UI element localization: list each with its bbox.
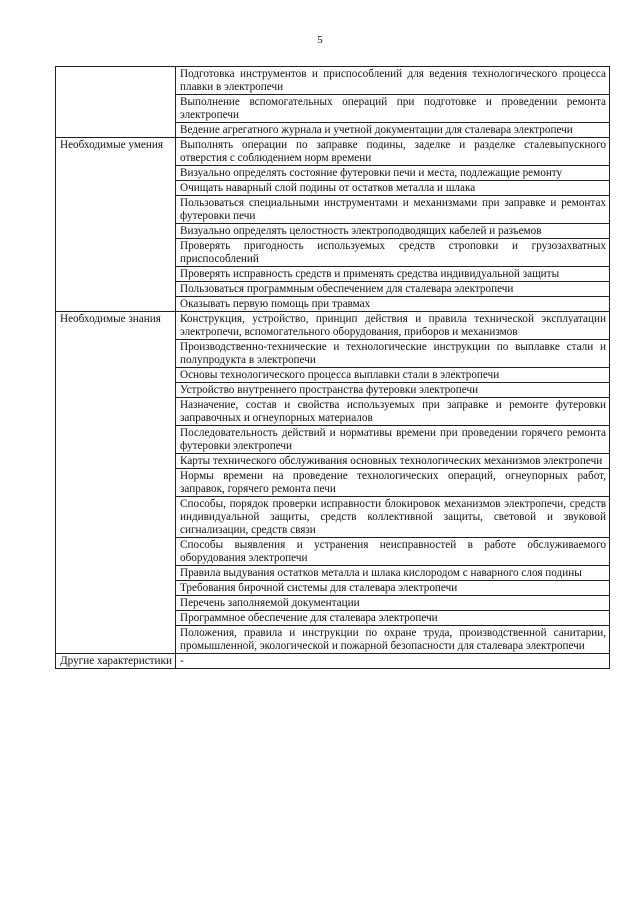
section-item: Устройство внутреннего пространства футеровки электропечи xyxy=(176,383,610,398)
section-item: Производственно-технические и технологические инструкции по выплавке стали и полупродукта в электропечи xyxy=(176,340,610,368)
section-item: Требования бирочной системы для сталевара электропечи xyxy=(176,581,610,596)
section-item: Очищать наварный слой подины от остатков металла и шлака xyxy=(176,181,610,196)
section-label: Необходимые умения xyxy=(56,138,176,312)
section-item: Выполнение вспомогательных операций при подготовке и проведении ремонта электропечи xyxy=(176,95,610,123)
table-row xyxy=(56,312,610,340)
page-number: 5 xyxy=(317,34,323,46)
table-row xyxy=(56,67,610,95)
section-item: Визуально определять состояние футеровки печи и места, подлежащие ремонту xyxy=(176,166,610,181)
section-item: Способы выявления и устранения неисправностей в работе обслуживаемого оборудования электропечи xyxy=(176,538,610,566)
section-label xyxy=(56,67,176,138)
section-item: Визуально определять целостность электроподводящих кабелей и разъемов xyxy=(176,224,610,239)
section-label: Другие характеристики xyxy=(56,654,176,669)
section-item: Основы технологического процесса выплавки стали в электропечи xyxy=(176,368,610,383)
section-item: Способы, порядок проверки исправности блокировок механизмов электропечи, средств индивидуальной защиты, средств коллективной защиты, световой и звуковой сигнализации, средств связи xyxy=(176,497,610,538)
section-item: Программное обеспечение для сталевара электропечи xyxy=(176,611,610,626)
section-item: Правила выдувания остатков металла и шлака кислородом с наварного слоя подины xyxy=(176,566,610,581)
section-item: Ведение агрегатного журнала и учетной документации для сталевара электропечи xyxy=(176,123,610,138)
table-row xyxy=(56,138,610,166)
section-item: Назначение, состав и свойства используемых при заправке и ремонте футеровки заправочных и огнеупорных материалов xyxy=(176,398,610,426)
section-item: Последовательность действий и нормативы времени при проведении горячего ремонта футеровки электропечи xyxy=(176,426,610,454)
section-item: Пользоваться специальными инструментами и механизмами при заправке и ремонтах футеровки печи xyxy=(176,196,610,224)
table-row xyxy=(56,654,610,669)
section-item: Пользоваться программным обеспечением для сталевара электропечи xyxy=(176,282,610,297)
section-item: Подготовка инструментов и приспособлений для ведения технологического процесса плавки в электропечи xyxy=(176,67,610,95)
section-item: Конструкция, устройство, принцип действия и правила технической эксплуатации электропечи, вспомогательного оборудования, приборов и механизмов xyxy=(176,312,610,340)
section-item: - xyxy=(176,654,610,669)
section-item: Выполнять операции по заправке подины, заделке и разделке сталевыпускного отверстия с соблюдением норм времени xyxy=(176,138,610,166)
section-item: Проверять исправность средств и применять средства индивидуальной защиты xyxy=(176,267,610,282)
section-item: Нормы времени на проведение технологических операций, огнеупорных работ, заправок, горячего ремонта печи xyxy=(176,469,610,497)
competency-table xyxy=(55,66,610,669)
section-item: Оказывать первую помощь при травмах xyxy=(176,297,610,312)
section-item: Положения, правила и инструкции по охране труда, производственной санитарии, промышленной, экологической и пожарной безопасности для сталевара электропечи xyxy=(176,626,610,654)
section-item: Проверять пригодность используемых средств строповки и грузозахватных приспособлений xyxy=(176,239,610,267)
section-item: Карты технического обслуживания основных технологических механизмов электропечи xyxy=(176,454,610,469)
section-item: Перечень заполняемой документации xyxy=(176,596,610,611)
table-body xyxy=(56,67,610,669)
section-label: Необходимые знания xyxy=(56,312,176,654)
